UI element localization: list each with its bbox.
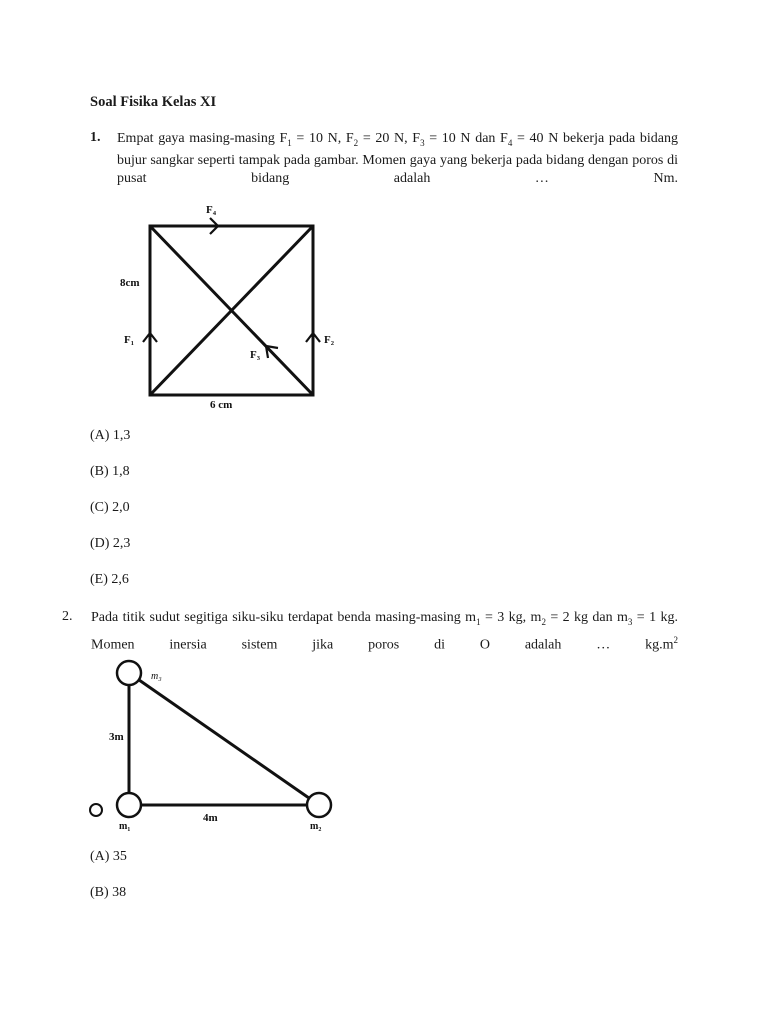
label-6cm: 6 cm [210, 399, 233, 411]
label-f1: F₁ [124, 334, 135, 346]
triangle-mass-diagram [85, 655, 355, 835]
label-f3: F₃ [250, 349, 261, 361]
question-2-text: Pada titik sudut segitiga siku-siku terdapat benda masing-masing $m_1 = 3$ kg, $m_2 = 2$ kg dan $m_3 = 1$ kg. Momen inersia sistem jika poros di O adalah … $kg.m^2$ [91, 610, 678, 653]
label-m3: m₃ [151, 671, 162, 682]
square-force-diagram [110, 195, 360, 415]
mass-m1 [117, 793, 141, 817]
axis-point-o [90, 804, 102, 816]
question-1-text: Empat gaya masing-masing $F_1 = 10$ N, $F_2 = 20$ N, $F_3 = 10$ N dan $F_4 = 40$ N bekerja pada bidang bujur sangkar seperti tampak pada gambar. Momen gaya yang bekerja pada bidang dengan poros di pusat bidang adalah … Nm. [117, 131, 679, 186]
label-8cm: 8cm [120, 277, 140, 289]
mass-m2 [307, 793, 331, 817]
label-m1: m₁ [119, 821, 131, 832]
q1-option-a[interactable]: (A) 1,3 [90, 428, 131, 443]
mass-m3 [117, 661, 141, 685]
q2-option-a[interactable]: (A) 35 [90, 849, 127, 864]
label-m2: m₂ [310, 821, 322, 832]
label-3m: 3m [109, 731, 124, 743]
q1-option-e[interactable]: (E) 2,6 [90, 572, 129, 587]
label-f2: F₂ [324, 334, 335, 346]
label-4m: 4m [203, 812, 218, 824]
page-title: Soal Fisika Kelas XI [90, 94, 217, 110]
question-1-number: 1. [90, 130, 101, 145]
q1-option-d[interactable]: (D) 2,3 [90, 536, 131, 551]
q1-option-b[interactable]: (B) 1,8 [90, 464, 130, 479]
q1-option-c[interactable]: (C) 2,0 [90, 500, 130, 515]
label-f4: F₄ [206, 204, 217, 216]
q2-option-b[interactable]: (B) 38 [90, 885, 127, 900]
question-2-number: 2. [62, 609, 73, 624]
